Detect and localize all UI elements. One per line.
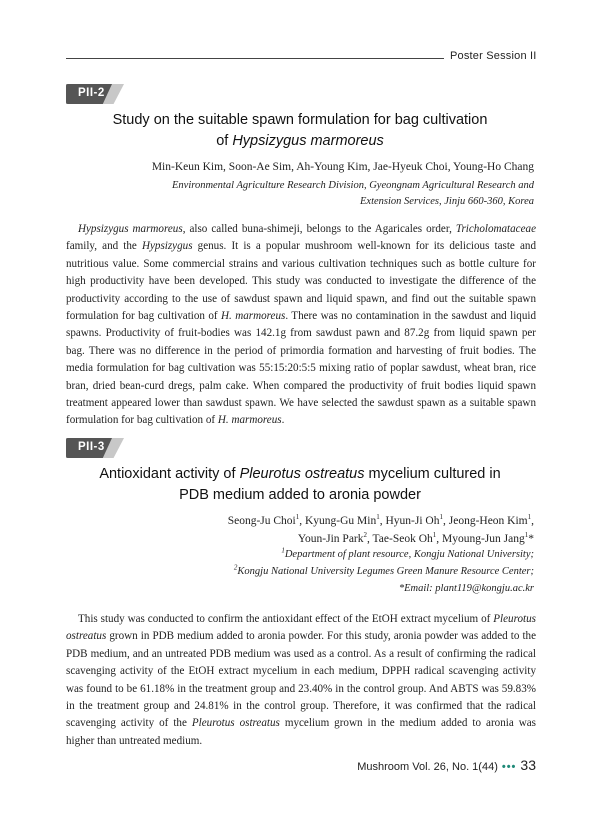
author-list: Seong-Ju Choi$^1$, Kyung-Gu Min$^1$, Hyun-Ji Oh$^1$, Jeong-Heon Kim$^1$, Youn-Jin Park$^2$, Tae-Seok Oh$^1$, Myoung-Jun Jang$^1$* [227, 513, 534, 545]
article-badge [66, 84, 124, 104]
affiliation: Environmental Agriculture Research Division, Gyeongnam Agricultural Research and Extension Services, Jinju 660-360, Korea [172, 180, 534, 207]
author-list: Min-Keun Kim, Soon-Ae Sim, Ah-Young Kim, Jae-Hyeuk Choi, Young-Ho Chang [151, 161, 534, 173]
dots-icon: ••• [501, 761, 517, 773]
article-title: Antioxidant activity of Pleurotus ostreatus mycelium cultured in PDB medium added to aronia powder [99, 466, 501, 503]
journal-citation: Mushroom Vol. 26, No. 1(44) [357, 761, 498, 773]
article-badge [66, 438, 124, 458]
badge-label: PII-3 [78, 441, 105, 453]
email: *Email: plant119@kongju.ac.kr [398, 583, 534, 594]
page-number: 33 [520, 757, 536, 773]
affiliation: $^1$Department of plant resource, Kongju National University; $^2$Kongju National University Legumes Green Manure Resource Center; *Email: plant119@kongju.ac.kr [234, 546, 534, 597]
badge-label: PII-2 [78, 87, 105, 99]
article-title: Study on the suitable spawn formulation for bag cultivation of Hypsizygus marmoreus [112, 112, 488, 149]
abstract: Hypsizygus marmoreus, also called buna-shimeji, belongs to the Agaricales order, Tricholomataceae family, and the Hypsizygus genus. It is a popular mushroom well-known for its delicious taste and nutritious value. Some commercial strains and various cultivation techniques such as bottle culture for high productivity have been developed. This study was conducted to investigate the difference of the productivity according to the use of sawdust spawn and liquid spawn, and find out the suitable spawn formulation for bag cultivation of H. marmoreus. There was no contamination in the sawdust and liquid spawns. Productivity of fruit-bodies was 142.1g from sawdust pawn and 87.2g from liquid spawn per bag. There was no difference in the period of primordia formation and harvesting of fruit bodies. The media formulation for bag cultivation was 55:15:20:5:5 mixing ratio of poplar sawdust, wheat bran, rice bran, dried bean-curd dregs, palm cake. When compared the productivity of fruit bodies liquid spawn treatment appeared lower than sawdust spawn. We have selected the sawdust spawn as a suitable spawn formulation for bag cultivation of H. marmoreus. [66, 223, 537, 427]
page-footer [357, 757, 536, 773]
abstract: This study was conducted to confirm the antioxidant effect of the EtOH extract mycelium of Pleurotus ostreatus grown in PDB medium added to aronia powder. For this study, aronia powder was added to the PDB medium, and an untreated PDB medium was used as a control. As a result of confirming the radical scavenging activity of the EtOH extract mycelium in each medium, DPPH radical scavenging activity was found to be 61.18% in the treatment group and 23.40% in the control group. And ABTS was 59.83% in the treatment group and 24.81% in the control group. Therefore, it was confirmed that the radical scavenging activity of the Pleurotus ostreatus mycelium grown in the medium added to aronia was higher than untreated medium. [66, 613, 536, 747]
session-label: Poster Session II [450, 50, 537, 62]
header-rule [66, 58, 444, 59]
